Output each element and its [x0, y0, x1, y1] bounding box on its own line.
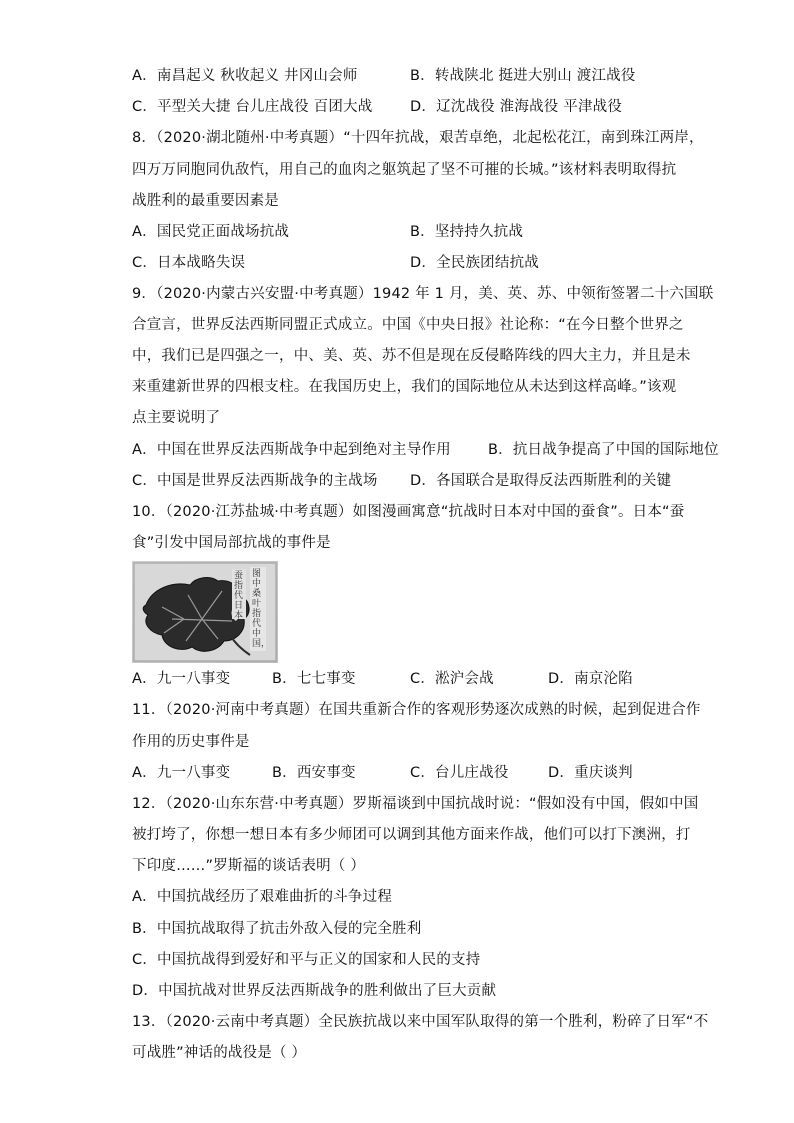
q10-option-b: B．七七事变	[272, 671, 356, 687]
q13-stem-line-1: 13．（2020·云南中考真题）全民族抗战以来中国军队取得的第一个胜利，粉碎了日军“不	[132, 1014, 709, 1030]
silkworm-leaf-cartoon	[132, 561, 278, 663]
q12-stem-line-1: 12．（2020·山东东营·中考真题）罗斯福谈到中国抗战时说：“假如没有中国，假如中国	[132, 796, 699, 812]
q9-stem-line-1: 9．（2020·内蒙古兴安盟·中考真题）1942 年 1 月，美、英、苏、中领衔签署二十六国联	[132, 286, 714, 302]
q12-option-c: C．中国抗战得到爱好和平与正义的国家和人民的支持	[132, 952, 481, 968]
q9-option-a: A．中国在世界反法西斯战争中起到绝对主导作用	[132, 442, 451, 458]
q12-stem-line-3: 下印度……”罗斯福的谈话表明（ ）	[132, 858, 366, 874]
q7-option-a: A．南昌起义 秋收起义 井冈山会师	[132, 68, 358, 84]
q11-option-c: C．台儿庄战役	[410, 765, 509, 781]
q12-stem-line-2: 被打垮了，你想一想日本有多少师团可以调到其他方面来作战，他们可以打下澳洲，打	[132, 827, 691, 843]
q13-stem-line-2: 可战胜”神话的战役是（ ）	[132, 1045, 307, 1061]
q10-option-a: A．九一八事变	[132, 671, 231, 687]
figure-caption-left: 蚕指代日本	[234, 571, 244, 621]
q10-stem-line-2: 食”引发中国局部抗战的事件是	[132, 535, 331, 551]
q9-stem-line-3: 中，我们已是四强之一，中、美、英、苏不但是现在反侵略阵线的四大主力，并且是未	[132, 348, 691, 364]
q7-option-c: C．平型关大捷 台儿庄战役 百团大战	[132, 99, 373, 115]
q11-stem-line-2: 作用的历史事件是	[132, 734, 250, 750]
q12-option-a: A．中国抗战经历了艰难曲折的斗争过程	[132, 889, 393, 905]
q11-option-d: D．重庆谈判	[548, 765, 633, 781]
q10-option-d: D．南京沦陷	[548, 671, 633, 687]
q8-option-a: A．国民党正面战场抗战	[132, 224, 290, 240]
q12-option-b: B．中国抗战取得了抗击外敌入侵的完全胜利	[132, 921, 422, 937]
q9-option-c: C．中国是世界反法西斯战争的主战场	[132, 473, 378, 489]
q12-option-d: D．中国抗战对世界反法西斯战争的胜利做出了巨大贡献	[132, 983, 497, 999]
q8-option-c: C．日本战略失误	[132, 255, 246, 271]
q8-stem-line-3: 战胜利的最重要因素是	[132, 193, 279, 209]
q8-option-d: D．全民族团结抗战	[410, 255, 539, 271]
q10-option-c: C．淞沪会战	[410, 671, 494, 687]
q10-stem-line-1: 10．（2020·江苏盐城·中考真题）如图漫画寓意“抗战时日本对中国的蚕食”。日本“蚕	[132, 504, 685, 520]
q7-option-b: B．转战陕北 挺进大别山 渡江战役	[410, 68, 636, 84]
q9-stem-line-2: 合宣言，世界反法西斯同盟正式成立。中国《中央日报》社论称：“在今日整个世界之	[132, 317, 684, 333]
q11-option-b: B．西安事变	[272, 765, 356, 781]
q7-option-d: D．辽沈战役 淮海战役 平津战役	[410, 99, 623, 115]
q9-option-d: D．各国联合是取得反法西斯胜利的关键	[410, 473, 672, 489]
q9-stem-line-5: 点主要说明了	[132, 410, 221, 426]
q9-stem-line-4: 来重建新世界的四根支柱。在我国历史上，我们的国际地位从未达到这样高峰。”该观	[132, 379, 677, 395]
q8-stem-line-2: 四万万同胞同仇敌忾，用自己的血肉之躯筑起了坚不可摧的长城。”该材料表明取得抗	[132, 162, 677, 178]
q9-option-b: B．抗日战争提高了中国的国际地位	[488, 442, 719, 458]
q11-option-a: A．九一八事变	[132, 765, 231, 781]
q8-option-b: B．坚持持久抗战	[410, 224, 524, 240]
q8-stem-line-1: 8．（2020·湖北随州·中考真题）“十四年抗战，艰苦卓绝，北起松花江，南到珠江两岸，	[132, 130, 704, 146]
figure-caption-right: 图中桑叶指代中国，	[252, 569, 271, 649]
q11-stem-line-1: 11．（2020·河南中考真题）在国共重新合作的客观形势逐次成熟的时候，起到促进合作	[132, 702, 701, 718]
